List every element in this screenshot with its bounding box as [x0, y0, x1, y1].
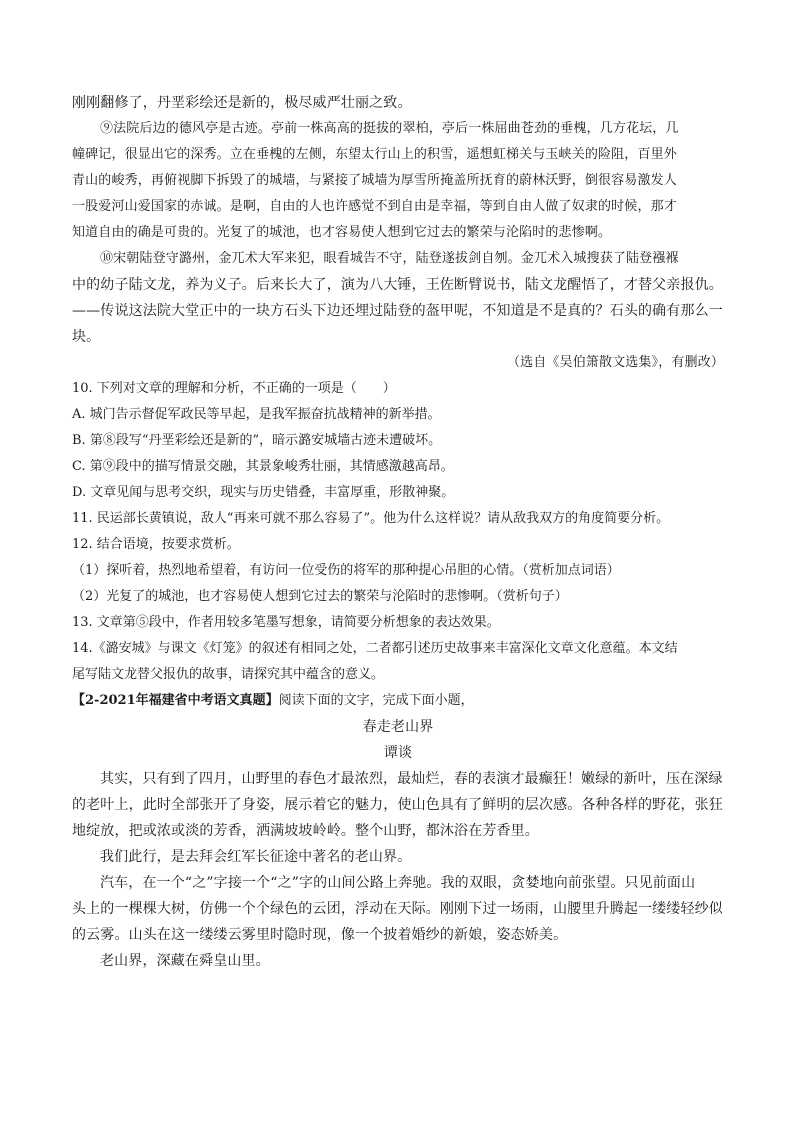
paragraph-line: ⑨法院后边的德风亭是古迹。亭前一株高高的挺拔的翠柏，亭后一株屈曲苍劲的垂槐，几方花坛，几	[100, 121, 679, 136]
question-12-part-2: （2）光复了的城池，也才容易使人想到它过去的繁荣与沦陷时的悲惨啊。（赏析句子）	[72, 589, 568, 604]
paragraph-line: 地绽放，把或浓或淡的芳香，洒满坡坡岭岭。整个山野，都沐浴在芳香里。	[72, 823, 539, 839]
option-a: A. 城门告示督促军政民等早起，是我军振奋抗战精神的新举措。	[72, 407, 441, 422]
article-paragraph-4: 老山界，深藏在舜皇山里。	[100, 953, 270, 969]
paragraph-line: 其实，只有到了四月，山野里的春色才最浓烈，最灿烂，春的表演才最癫狂！嫩绿的新叶，压在深绿	[100, 771, 723, 787]
paragraph-line: 青山的峻秀，再俯视脚下拆毁了的城墙，与紧接了城墙为厚雪所掩盖所抚育的蔚林沃野，倒很容易激发人	[72, 173, 677, 188]
paragraph-10	[72, 246, 724, 350]
article-paragraph-2: 我们此行，是去拜会红军长征途中著名的老山界。	[100, 849, 412, 865]
paragraph-line: 汽车，在一个“之”字接一个“之”字的山间公路上奔驰。我的双眼，贪婪地向前张望。只见前面山	[100, 875, 696, 891]
paragraph-line: 的云雾。山头在这一缕缕云雾里时隐时现，像一个披着婚纱的新娘，姿态娇美。	[72, 927, 568, 943]
option-c: C. 第⑨段中的描写情景交融，其景象峻秀壮丽，其情感激越高昂。	[72, 459, 454, 474]
question-14-line-1: 14.《潞安城》与课文《灯笼》的叙述有相同之处，二者都引述历史故事来丰富深化文章文化意蕴。本文结	[72, 641, 678, 656]
section-tag: 【2-2021年福建省中考语文真题】	[72, 693, 279, 708]
question-11: 11. 民运部长黄镇说，敌人“再来可就不那么容易了”。他为什么这样说？请从敌我双方的角度简要分析。	[72, 511, 670, 526]
paragraph-line: 块。	[72, 329, 101, 345]
source-citation: （选自《吴伯箫散文选集》，有删改）	[506, 355, 724, 370]
paragraph-line: 幢碑记，很显出它的深秀。立在垂槐的左侧，东望太行山上的积雪，遥想虹梯关与玉峡关的险阻，百里外	[72, 147, 677, 162]
option-b: B. 第⑧段写“丹垩彩绘还是新的”，暗示潞安城墙古迹未遭破坏。	[72, 433, 442, 448]
paragraph-line: 头上的一棵棵大树，仿佛一个个绿色的云团，浮动在天际。刚刚下过一场雨，山腰里升腾起一缕缕轻纱似	[72, 901, 723, 917]
question-13: 13. 文章第⑤段中，作者用较多笔墨写想象，请简要分析想象的表达效果。	[72, 615, 500, 630]
paragraph-line: 一股爱河山爱国家的赤诚。是啊，自由的人也许感觉不到自由是幸福，等到自由人做了奴隶的时候，那才	[72, 199, 677, 214]
paragraph-line: 中的幼子陆文龙，养为义子。后来长大了，演为八大锤，王佐断臂说书，陆文龙醒悟了，才替父亲报仇。	[72, 277, 723, 293]
question-10: 10. 下列对文章的理解和分析，不正确的一项是（ ）	[72, 381, 396, 396]
section-instruction: 阅读下面的文字，完成下面小题，	[278, 693, 474, 708]
question-12: 12. 结合语境，按要求赏析。	[72, 537, 240, 552]
option-d: D. 文章见闻与思考交织，现实与历史错叠，丰富厚重，形散神聚。	[72, 485, 455, 500]
article-paragraph-3	[72, 870, 724, 948]
question-12-part-1: （1）探听着，热烈地希望着，有访问一位受伤的将军的那种提心吊胆的心情。（赏析加点词语）	[72, 563, 620, 578]
paragraph-line: ——传说这法院大堂正中的一块方石头下边还埋过陆登的盔甲呢，不知道是不是真的？石头的确有那么一	[72, 303, 723, 319]
question-14-line-2: 尾写陆文龙替父报仇的故事，请探究其中蕴含的意义。	[72, 667, 385, 682]
paragraph-line: ⑩宋朝陆登守潞州，金兀术大军来犯，眼看城告不守，陆登遂拔剑自刎。金兀术入城搜获了陆登襁褓	[100, 251, 679, 266]
article-author: 谭谈	[383, 745, 413, 761]
paragraph-8-end: 刚刚翻修了，丹垩彩绘还是新的，极尽威严壮丽之致。	[72, 95, 412, 111]
paragraph-line: 的老叶上，此时全部张开了身姿，展示着它的魅力，使山色具有了鲜明的层次感。各种各样的野花，张狂	[72, 797, 723, 813]
paragraph-9	[72, 116, 724, 246]
document-page	[72, 90, 724, 974]
section-header	[72, 688, 724, 714]
article-paragraph-1	[72, 766, 724, 844]
paragraph-line: 知道自由的确是可贵的。光复了的城池，也才容易使人想到它过去的繁荣与沦陷时的悲惨啊。	[72, 225, 612, 240]
article-title: 春走老山界	[362, 719, 434, 735]
